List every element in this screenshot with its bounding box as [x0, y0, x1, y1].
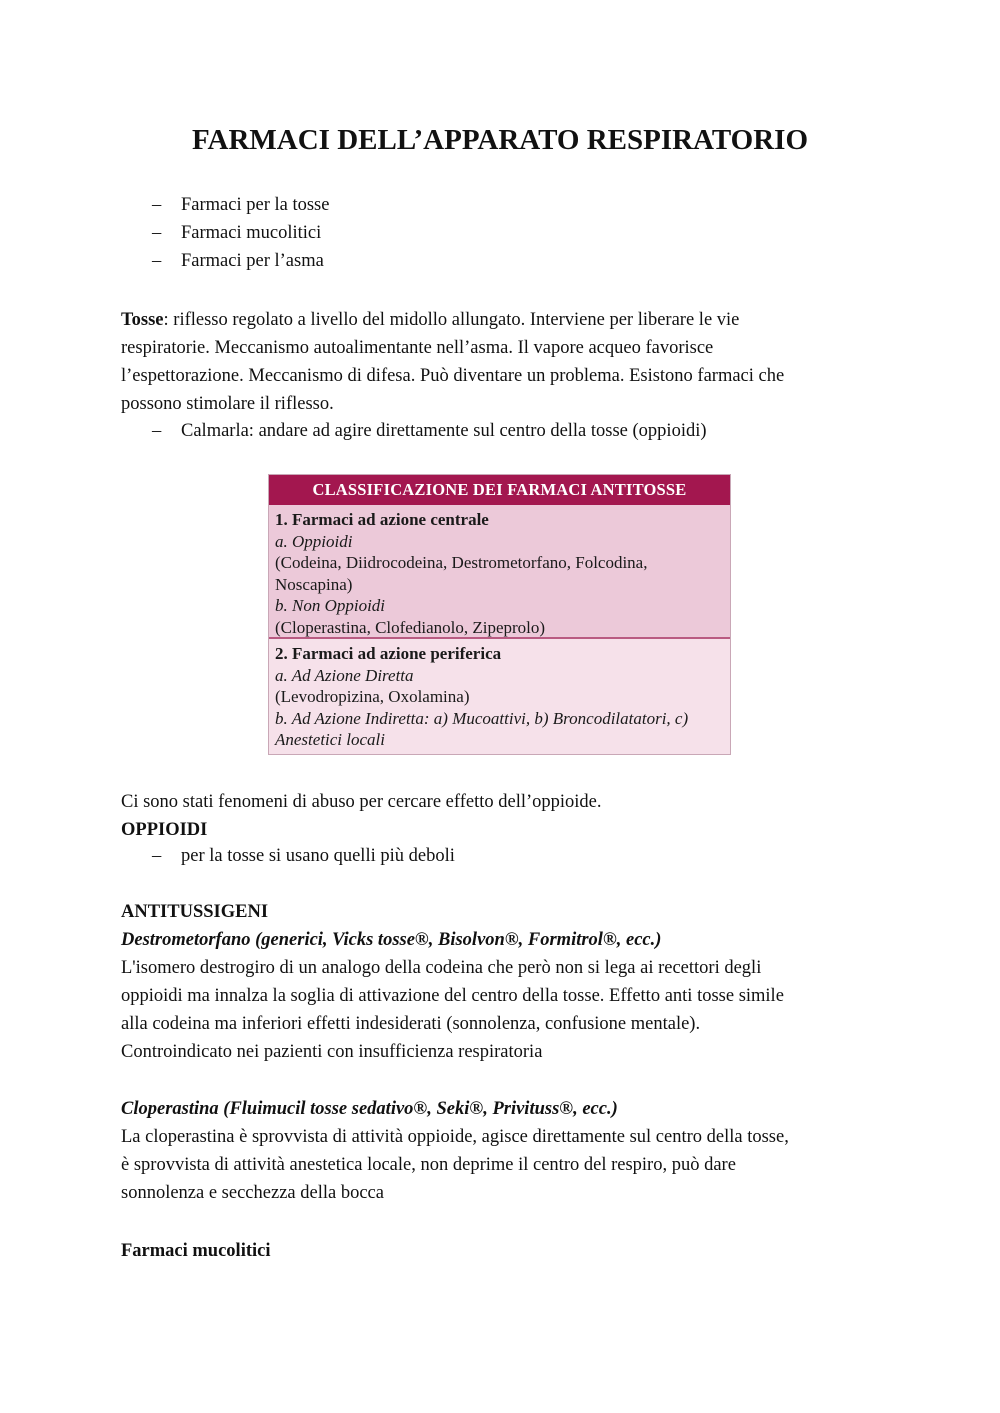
subcategory-label: a. Oppioidi [275, 531, 353, 551]
list-dash: – [152, 421, 162, 441]
tosse-paragraph-line: respiratorie. Meccanismo autoalimentante nell’asma. Il vapore acqueo favorisce [121, 338, 714, 358]
paragraph-line: oppioidi ma innalza la soglia di attivazione del centro della tosse. Effetto anti tosse simile [121, 986, 784, 1006]
subcategory-label: a. Ad Azione Diretta [275, 665, 414, 685]
list-dash: – [152, 223, 162, 243]
list-item: Farmaci per l’asma [181, 251, 324, 271]
tosse-label: Tosse [121, 310, 164, 330]
paragraph-line: sonnolenza e secchezza della bocca [121, 1183, 384, 1203]
drug-title-cloperastina: Cloperastina (Fluimucil tosse sedativo®, Seki®, Privituss®, ecc.) [121, 1099, 618, 1119]
paragraph-line: La cloperastina è sprovvista di attività oppioide, agisce direttamente sul centro della tosse, [121, 1127, 789, 1147]
table-section-central [269, 505, 730, 639]
subcategory-label: b. Ad Azione Indiretta: a) Mucoattivi, b) Broncodilatatori, c) [275, 708, 689, 728]
section-heading-oppioidi: OPPIOIDI [121, 820, 208, 840]
drug-title-destrometorfano: Destrometorfano (generici, Vicks tosse®, Bisolvon®, Formitrol®, ecc.) [121, 930, 662, 950]
list-dash: – [152, 846, 162, 866]
drug-list: (Cloperastina, Clofedianolo, Zipeprolo) [275, 617, 546, 637]
oppioidi-bullet: per la tosse si usano quelli più deboli [181, 846, 455, 866]
tosse-text: : riflesso regolato a livello del midollo allungato. Interviene per liberare le vie [163, 310, 740, 330]
paragraph-line: L'isomero destrogiro di un analogo della codeina che però non si lega ai recettori degli [121, 958, 762, 978]
table-section-peripheral [269, 639, 730, 754]
table-header: CLASSIFICAZIONE DEI FARMACI ANTITOSSE [269, 475, 730, 505]
paragraph-line: è sprovvista di attività anestetica locale, non deprime il centro del respiro, può dare [121, 1155, 736, 1175]
paragraph-line: Controindicato nei pazienti con insufficienza respiratoria [121, 1042, 543, 1062]
section-heading-antitussigeni: ANTITUSSIGENI [121, 902, 269, 922]
list-item: Farmaci per la tosse [181, 195, 330, 215]
drug-list: (Codeina, Diidrocodeina, Destrometorfano, Folcodina, [275, 553, 648, 572]
list-dash: – [152, 195, 162, 215]
subcategory-label: Anestetici locali [275, 730, 385, 749]
subcategory-label: b. Non Oppioidi [275, 596, 386, 615]
tosse-paragraph-line: possono stimolare il riflesso. [121, 394, 334, 414]
tosse-bullet: Calmarla: andare ad agire direttamente sul centro della tosse (oppioidi) [181, 421, 707, 441]
list-item: Farmaci mucolitici [181, 223, 322, 243]
abuse-note: Ci sono stati fenomeni di abuso per cercare effetto dell’oppioide. [121, 792, 602, 812]
classification-table [268, 474, 731, 755]
page-title: FARMACI DELL’APPARATO RESPIRATORIO [191, 124, 809, 156]
tosse-paragraph-line [121, 306, 881, 334]
drug-list: Noscapina) [275, 574, 353, 594]
paragraph-line: alla codeina ma inferiori effetti indesiderati (sonnolenza, confusione mentale). [121, 1014, 701, 1034]
list-dash: – [152, 251, 162, 271]
section-heading: 1. Farmaci ad azione centrale [275, 510, 489, 529]
section-heading-mucolitici: Farmaci mucolitici [121, 1241, 271, 1261]
tosse-paragraph-line: l’espettorazione. Meccanismo di difesa. Può diventare un problema. Esistono farmaci che [121, 366, 785, 386]
drug-list: (Levodropizina, Oxolamina) [275, 687, 470, 706]
section-heading: 2. Farmaci ad azione periferica [275, 644, 502, 663]
